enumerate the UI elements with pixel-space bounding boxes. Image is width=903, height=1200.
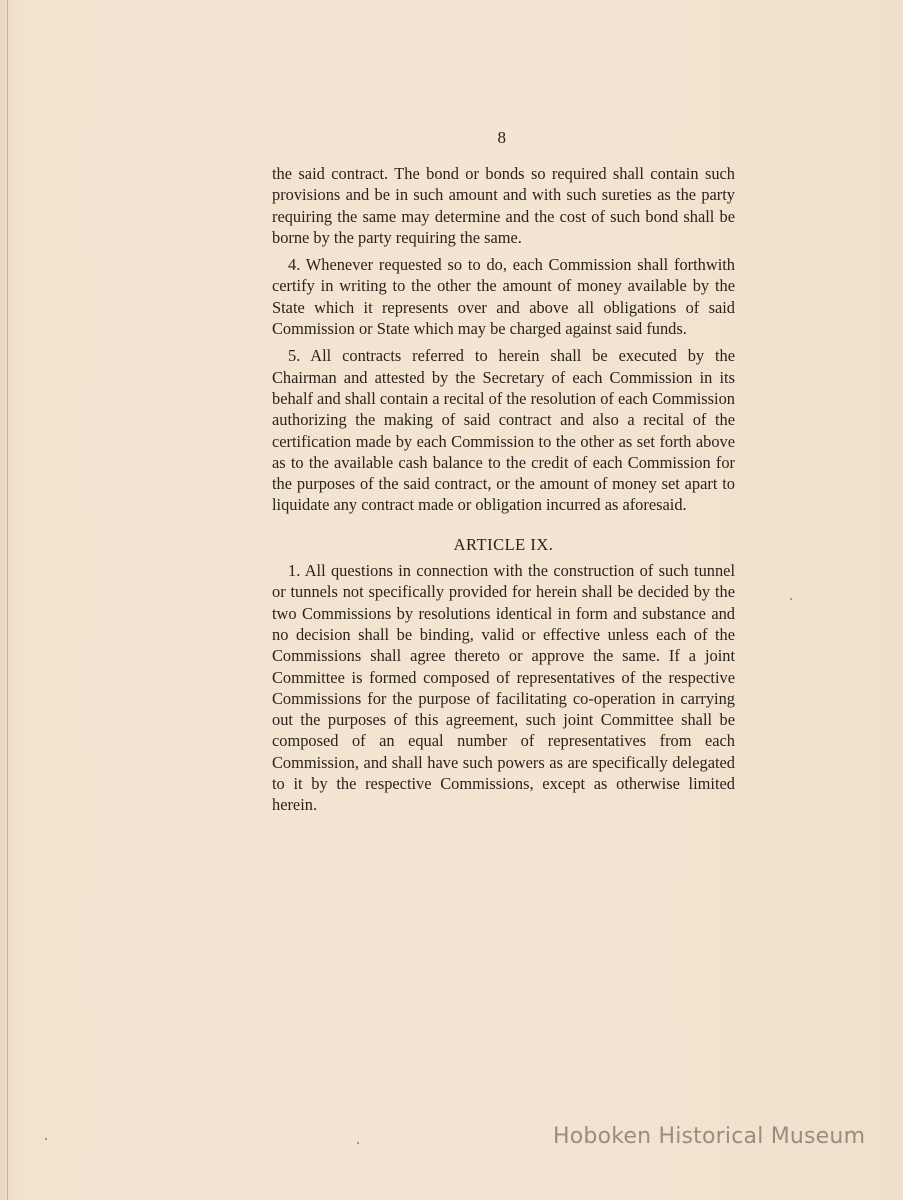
paragraph-continuation: the said contract. The bond or bonds so required shall contain such provisions and be in such amount and with such sureties as the party requiring the same may determine and the cost of such bond shall be borne by the party requiring the same. <box>272 164 735 247</box>
article-heading: ARTICLE IX. <box>453 534 554 554</box>
page-number: 8 <box>497 128 507 147</box>
paper-speck <box>45 1138 47 1140</box>
paper-speck <box>357 1142 359 1144</box>
paragraph-section-5: 5. All contracts referred to herein shall be executed by the Chairman and attested by the Secretary of each Commission in its behalf and shall contain a recital of the resolution of each Commission authorizing the making of said contract and also a recital of the certification made by each Commission to the other as set forth above as to the available cash balance to the credit of each Commission for the purposes of the said contract, or the amount of money set apart to liquidate any contract made or obligation incurred as aforesaid. <box>272 346 735 515</box>
binding-edge <box>7 0 8 1200</box>
article-paragraph-1: 1. All questions in connection with the construction of such tunnel or tunnels not specifically provided for herein shall be decided by the two Commissions by resolutions identical in form and substance and no decision shall be binding, valid or effective unless each of the Commissions shall agree thereto or approve the same. If a joint Committee is formed composed of representatives of the respective Commissions for the purpose of facilitating co-operation in carrying out the purposes of this agreement, such joint Committee shall be composed of an equal number of representatives from each Commission, and shall have such powers as are specifically delegated to it by the respective Commissions, except as otherwise limited herein. <box>272 561 735 815</box>
paper-speck <box>790 598 792 600</box>
paragraph-section-4: 4. Whenever requested so to do, each Commission shall forthwith certify in writing to the other the amount of money available by the State which it represents over and above all obligations of said Commission or State which may be charged against said funds. <box>272 255 735 339</box>
body-text <box>272 163 735 816</box>
museum-watermark: Hoboken Historical Museum <box>553 1124 866 1149</box>
